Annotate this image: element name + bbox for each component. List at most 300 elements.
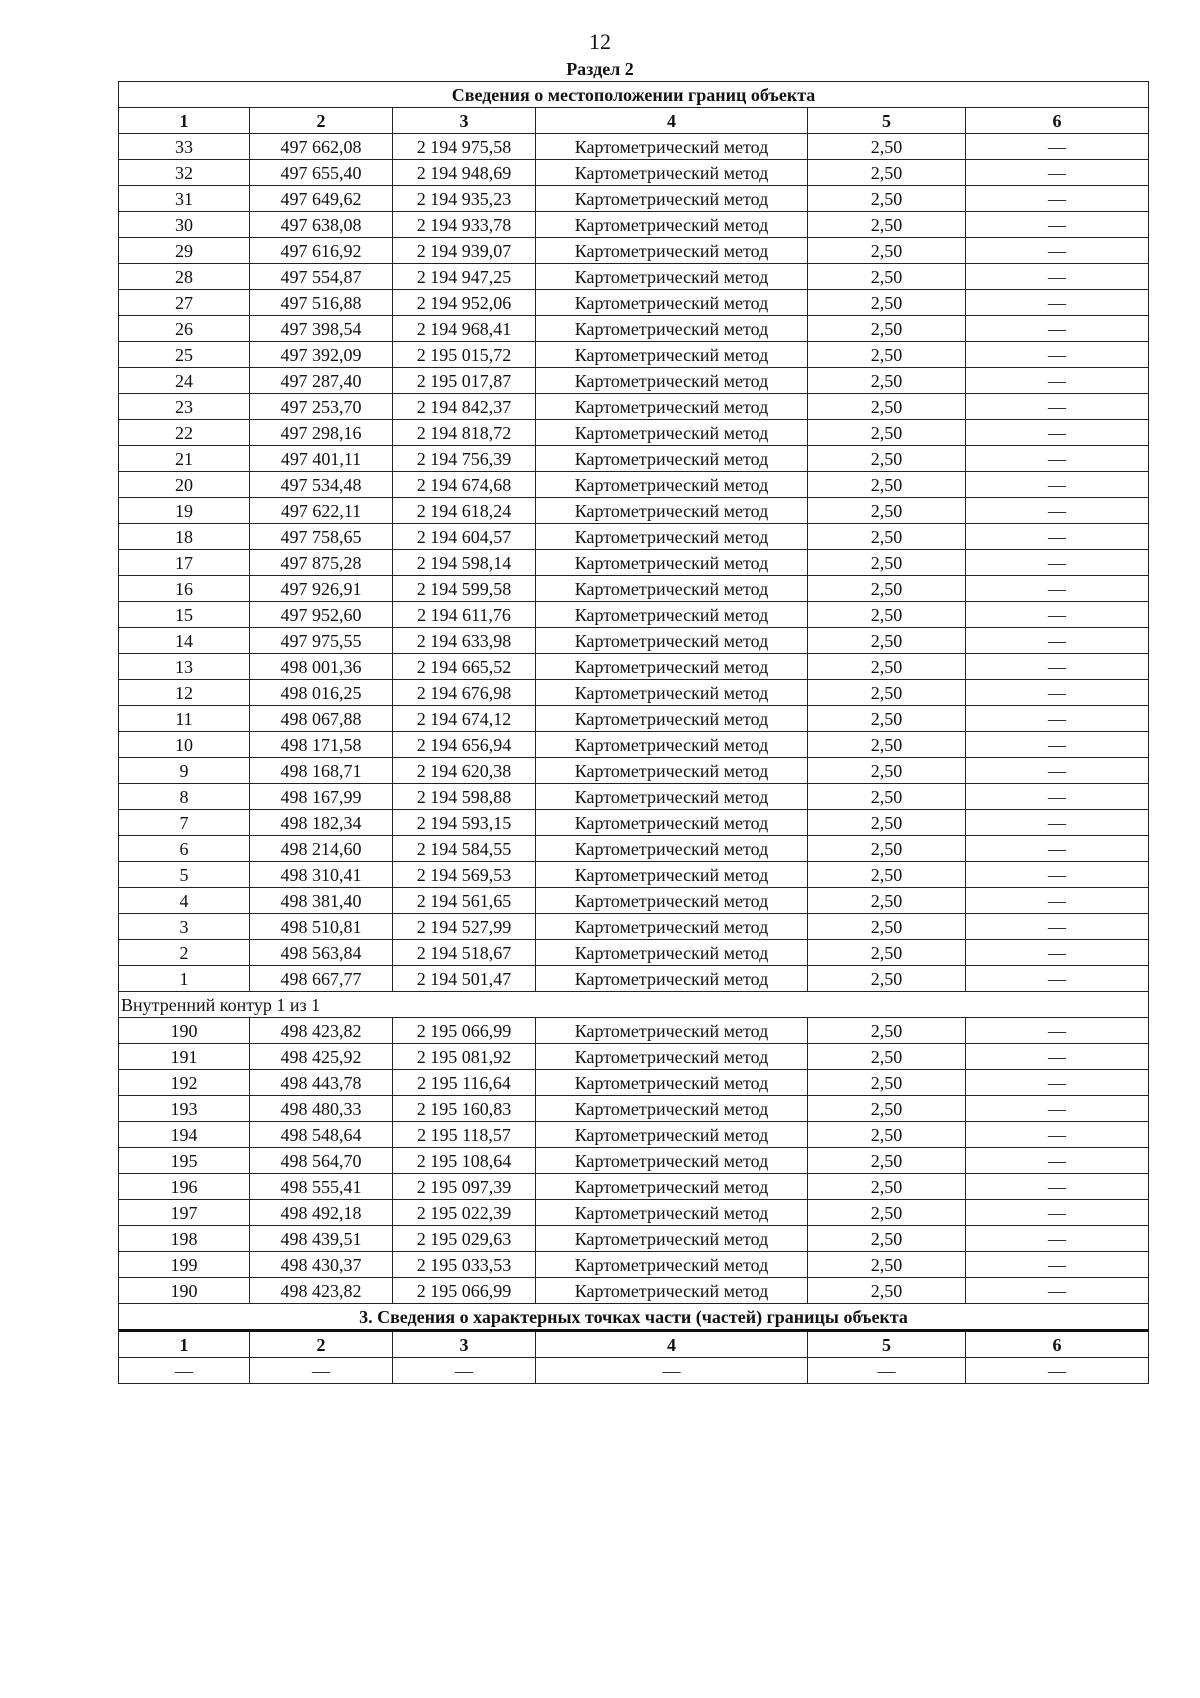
table-cell: 2,50 xyxy=(808,576,966,602)
table-cell: — xyxy=(119,1358,250,1384)
table-cell: Картометрический метод xyxy=(536,134,808,160)
table-cell: 2 194 656,94 xyxy=(393,732,536,758)
table-cell: 497 392,09 xyxy=(250,342,393,368)
table-cell: — xyxy=(966,732,1149,758)
table-cell: 498 171,58 xyxy=(250,732,393,758)
table-cell: 32 xyxy=(119,160,250,186)
table-cell: 2,50 xyxy=(808,420,966,446)
table-cell: 25 xyxy=(119,342,250,368)
column-number-cell: 4 xyxy=(536,108,808,134)
table-cell: 498 430,37 xyxy=(250,1252,393,1278)
table-cell: 2 195 022,39 xyxy=(393,1200,536,1226)
table-cell: — xyxy=(966,264,1149,290)
table-cell: 497 638,08 xyxy=(250,212,393,238)
table-cell: 22 xyxy=(119,420,250,446)
table-cell: 15 xyxy=(119,602,250,628)
table-cell: 2,50 xyxy=(808,212,966,238)
table-cell: 498 510,81 xyxy=(250,914,393,940)
table-cell: Картометрический метод xyxy=(536,1148,808,1174)
table-cell: 196 xyxy=(119,1174,250,1200)
table-row xyxy=(119,264,1149,290)
table-row xyxy=(119,784,1149,810)
table-row xyxy=(119,420,1149,446)
table-cell: Картометрический метод xyxy=(536,784,808,810)
table-cell: 2 194 948,69 xyxy=(393,160,536,186)
table-row xyxy=(119,836,1149,862)
table-cell: Картометрический метод xyxy=(536,472,808,498)
column-number-cell: 4 xyxy=(536,1331,808,1358)
table-cell: 24 xyxy=(119,368,250,394)
table-cell: 2 195 118,57 xyxy=(393,1122,536,1148)
table-cell: Картометрический метод xyxy=(536,1226,808,1252)
table-cell: — xyxy=(966,810,1149,836)
table-cell: — xyxy=(966,1096,1149,1122)
table-cell: 497 758,65 xyxy=(250,524,393,550)
table-cell: 2,50 xyxy=(808,550,966,576)
table-cell: — xyxy=(966,940,1149,966)
table-cell: Картометрический метод xyxy=(536,966,808,992)
table-cell: Картометрический метод xyxy=(536,420,808,446)
table-cell: Картометрический метод xyxy=(536,446,808,472)
table-cell: 2,50 xyxy=(808,1070,966,1096)
table-cell: 2 194 933,78 xyxy=(393,212,536,238)
table-row xyxy=(119,446,1149,472)
table-cell: — xyxy=(966,238,1149,264)
column-number-cell: 6 xyxy=(966,1331,1149,1358)
table-cell: 498 555,41 xyxy=(250,1174,393,1200)
table-cell: Картометрический метод xyxy=(536,940,808,966)
table-cell: 33 xyxy=(119,134,250,160)
table-cell: 497 253,70 xyxy=(250,394,393,420)
table-cell: — xyxy=(966,1174,1149,1200)
table-row xyxy=(119,342,1149,368)
table-cell: 497 616,92 xyxy=(250,238,393,264)
table-cell: 2 194 968,41 xyxy=(393,316,536,342)
table-cell: 497 622,11 xyxy=(250,498,393,524)
table-cell: 2 194 676,98 xyxy=(393,680,536,706)
table-cell: 192 xyxy=(119,1070,250,1096)
table-cell: Картометрический метод xyxy=(536,342,808,368)
part-section-title-row xyxy=(119,1304,1149,1331)
table-cell: 498 548,64 xyxy=(250,1122,393,1148)
table-cell: 2,50 xyxy=(808,394,966,420)
table-cell: — xyxy=(966,1226,1149,1252)
table-cell: Картометрический метод xyxy=(536,758,808,784)
table-cell: 2,50 xyxy=(808,1044,966,1070)
table-cell: 195 xyxy=(119,1148,250,1174)
table-cell: 29 xyxy=(119,238,250,264)
table-cell: 2 194 674,12 xyxy=(393,706,536,732)
table-cell: 2,50 xyxy=(808,1148,966,1174)
table-row xyxy=(119,810,1149,836)
table-cell: Картометрический метод xyxy=(536,290,808,316)
table-cell: 498 067,88 xyxy=(250,706,393,732)
table-cell: 497 534,48 xyxy=(250,472,393,498)
table-cell: 2 194 975,58 xyxy=(393,134,536,160)
table-cell: 6 xyxy=(119,836,250,862)
table-row xyxy=(119,472,1149,498)
table-cell: 2 194 842,37 xyxy=(393,394,536,420)
table-cell: — xyxy=(966,576,1149,602)
table-cell: — xyxy=(966,680,1149,706)
table-cell: 498 168,71 xyxy=(250,758,393,784)
table-cell: 2 194 593,15 xyxy=(393,810,536,836)
table-cell: — xyxy=(966,342,1149,368)
table-cell: 190 xyxy=(119,1018,250,1044)
table-cell: 2,50 xyxy=(808,446,966,472)
table-cell: — xyxy=(966,290,1149,316)
table-cell: 498 563,84 xyxy=(250,940,393,966)
table-cell: 21 xyxy=(119,446,250,472)
column-number-cell: 2 xyxy=(250,1331,393,1358)
table-cell: 2 194 611,76 xyxy=(393,602,536,628)
table-cell: Картометрический метод xyxy=(536,1096,808,1122)
table-cell: — xyxy=(966,160,1149,186)
table-row xyxy=(119,1278,1149,1304)
table-row xyxy=(119,498,1149,524)
table-cell: 498 182,34 xyxy=(250,810,393,836)
inner-contour-label-row xyxy=(119,992,1149,1018)
table-cell: — xyxy=(966,1358,1149,1384)
table-row xyxy=(119,914,1149,940)
table-cell: 497 952,60 xyxy=(250,602,393,628)
table-cell: 2 194 584,55 xyxy=(393,836,536,862)
table-cell: Картометрический метод xyxy=(536,238,808,264)
caption-row xyxy=(119,82,1149,108)
table-cell: Картометрический метод xyxy=(536,316,808,342)
table-cell: — xyxy=(966,1044,1149,1070)
table-cell: 2 194 818,72 xyxy=(393,420,536,446)
table-cell: 2,50 xyxy=(808,602,966,628)
table-cell: 16 xyxy=(119,576,250,602)
table-cell: 2,50 xyxy=(808,290,966,316)
table-cell: 498 423,82 xyxy=(250,1018,393,1044)
table-cell: Картометрический метод xyxy=(536,1200,808,1226)
table-cell: 2 194 527,99 xyxy=(393,914,536,940)
table-cell: 2 195 081,92 xyxy=(393,1044,536,1070)
table-row xyxy=(119,1174,1149,1200)
table-cell: 30 xyxy=(119,212,250,238)
table-cell: 2,50 xyxy=(808,628,966,654)
table-cell: 26 xyxy=(119,316,250,342)
table-cell: 497 516,88 xyxy=(250,290,393,316)
table-cell: 2,50 xyxy=(808,784,966,810)
table-cell: 2,50 xyxy=(808,472,966,498)
table-cell: 12 xyxy=(119,680,250,706)
table-cell: 2 194 633,98 xyxy=(393,628,536,654)
table-cell: — xyxy=(966,654,1149,680)
table-cell: 498 480,33 xyxy=(250,1096,393,1122)
table-cell: 23 xyxy=(119,394,250,420)
table-cell: — xyxy=(250,1358,393,1384)
table-cell: 2,50 xyxy=(808,1278,966,1304)
table-cell: — xyxy=(966,550,1149,576)
table-cell: — xyxy=(966,888,1149,914)
table-cell: 4 xyxy=(119,888,250,914)
table-cell: — xyxy=(966,134,1149,160)
table-cell: 2 194 598,88 xyxy=(393,784,536,810)
table-cell: Картометрический метод xyxy=(536,160,808,186)
column-number-cell: 2 xyxy=(250,108,393,134)
table-cell: 2,50 xyxy=(808,1018,966,1044)
section-title: Раздел 2 xyxy=(566,59,634,79)
table-cell: Картометрический метод xyxy=(536,628,808,654)
table-cell: 10 xyxy=(119,732,250,758)
table-cell: 199 xyxy=(119,1252,250,1278)
table-cell: 18 xyxy=(119,524,250,550)
table-cell: 191 xyxy=(119,1044,250,1070)
table-cell: Картометрический метод xyxy=(536,212,808,238)
table-cell: — xyxy=(966,602,1149,628)
table-cell: — xyxy=(966,472,1149,498)
table-row xyxy=(119,706,1149,732)
table-cell: 2,50 xyxy=(808,1174,966,1200)
table-cell: 2 195 116,64 xyxy=(393,1070,536,1096)
table-row xyxy=(119,186,1149,212)
table-cell: Картометрический метод xyxy=(536,1070,808,1096)
table-row xyxy=(119,1148,1149,1174)
table-cell: 2,50 xyxy=(808,160,966,186)
table-cell: Картометрический метод xyxy=(536,732,808,758)
boundary-coordinates-table xyxy=(118,81,1149,1384)
table-cell: 2 195 017,87 xyxy=(393,368,536,394)
table-cell: Картометрический метод xyxy=(536,1122,808,1148)
table-cell: 497 554,87 xyxy=(250,264,393,290)
table-cell: 2 194 665,52 xyxy=(393,654,536,680)
table-row xyxy=(119,1044,1149,1070)
table-cell: 11 xyxy=(119,706,250,732)
table-cell: 2 195 066,99 xyxy=(393,1018,536,1044)
column-number-row xyxy=(119,108,1149,134)
column-number-cell: 5 xyxy=(808,108,966,134)
table-cell: — xyxy=(966,1070,1149,1096)
table-cell: — xyxy=(966,1252,1149,1278)
table-row xyxy=(119,550,1149,576)
table-cell: 3 xyxy=(119,914,250,940)
table-cell: 498 167,99 xyxy=(250,784,393,810)
table-cell: — xyxy=(966,446,1149,472)
column-number-cell: 1 xyxy=(119,108,250,134)
table-cell: 2 195 108,64 xyxy=(393,1148,536,1174)
table-cell: Картометрический метод xyxy=(536,914,808,940)
table-row xyxy=(119,888,1149,914)
table-cell: 9 xyxy=(119,758,250,784)
table-cell: 498 381,40 xyxy=(250,888,393,914)
table-cell: — xyxy=(966,420,1149,446)
table-cell: 2 194 561,65 xyxy=(393,888,536,914)
table-cell: 498 423,82 xyxy=(250,1278,393,1304)
table-cell: — xyxy=(966,1122,1149,1148)
table-cell: 14 xyxy=(119,628,250,654)
table-cell: 498 492,18 xyxy=(250,1200,393,1226)
table-row xyxy=(119,1252,1149,1278)
table-cell: — xyxy=(966,758,1149,784)
table-cell: 2,50 xyxy=(808,810,966,836)
table-row xyxy=(119,160,1149,186)
table-cell: 2,50 xyxy=(808,732,966,758)
table-cell: 31 xyxy=(119,186,250,212)
table-cell: 2,50 xyxy=(808,888,966,914)
table-cell: Картометрический метод xyxy=(536,186,808,212)
table-cell: Картометрический метод xyxy=(536,810,808,836)
table-cell: 2,50 xyxy=(808,680,966,706)
table-cell: Картометрический метод xyxy=(536,602,808,628)
table-cell: — xyxy=(966,784,1149,810)
table-cell: 2,50 xyxy=(808,966,966,992)
table-cell: 2,50 xyxy=(808,186,966,212)
table-cell: — xyxy=(966,966,1149,992)
table-cell: 498 564,70 xyxy=(250,1148,393,1174)
table-cell: — xyxy=(966,914,1149,940)
table-row xyxy=(119,394,1149,420)
table-cell: 2 194 501,47 xyxy=(393,966,536,992)
table-cell: 2,50 xyxy=(808,1226,966,1252)
table-cell: Картометрический метод xyxy=(536,498,808,524)
table-cell: 7 xyxy=(119,810,250,836)
table-cell: — xyxy=(966,836,1149,862)
table-cell: Картометрический метод xyxy=(536,706,808,732)
table-cell: 2 194 947,25 xyxy=(393,264,536,290)
table-cell: — xyxy=(966,706,1149,732)
table-cell: Картометрический метод xyxy=(536,576,808,602)
table-cell: 2 194 674,68 xyxy=(393,472,536,498)
table-cell: Картометрический метод xyxy=(536,680,808,706)
column-number-cell: 3 xyxy=(393,1331,536,1358)
table-cell: Картометрический метод xyxy=(536,264,808,290)
table-cell: 2 194 618,24 xyxy=(393,498,536,524)
table-cell: 27 xyxy=(119,290,250,316)
table-cell: 2,50 xyxy=(808,940,966,966)
table-cell: 2,50 xyxy=(808,1122,966,1148)
table-cell: 2,50 xyxy=(808,134,966,160)
table-cell: 2,50 xyxy=(808,862,966,888)
table-cell: 497 662,08 xyxy=(250,134,393,160)
table-cell: — xyxy=(966,498,1149,524)
column-number-cell: 3 xyxy=(393,108,536,134)
table-cell: 497 975,55 xyxy=(250,628,393,654)
table-cell: 2,50 xyxy=(808,1200,966,1226)
table-cell: 2,50 xyxy=(808,706,966,732)
table-cell: 498 439,51 xyxy=(250,1226,393,1252)
table-cell: — xyxy=(966,394,1149,420)
table-cell: 498 310,41 xyxy=(250,862,393,888)
table-cell: 497 287,40 xyxy=(250,368,393,394)
table-cell: — xyxy=(966,316,1149,342)
table-row xyxy=(119,212,1149,238)
table-cell: Картометрический метод xyxy=(536,394,808,420)
table-cell: 2,50 xyxy=(808,836,966,862)
table-cell: 28 xyxy=(119,264,250,290)
table-row xyxy=(119,134,1149,160)
table-row xyxy=(119,680,1149,706)
table-row xyxy=(119,316,1149,342)
table-cell: 19 xyxy=(119,498,250,524)
table-cell: Картометрический метод xyxy=(536,1252,808,1278)
table-row xyxy=(119,1226,1149,1252)
table-cell: Картометрический метод xyxy=(536,524,808,550)
table-row xyxy=(119,966,1149,992)
table-cell: 1 xyxy=(119,966,250,992)
table-row xyxy=(119,1018,1149,1044)
table-row xyxy=(119,602,1149,628)
table-cell: 2,50 xyxy=(808,1096,966,1122)
table-cell: — xyxy=(966,1278,1149,1304)
table-cell: 194 xyxy=(119,1122,250,1148)
table-cell: 498 001,36 xyxy=(250,654,393,680)
table-cell: 2 195 033,53 xyxy=(393,1252,536,1278)
table-cell: — xyxy=(966,1200,1149,1226)
table-cell: 2 194 620,38 xyxy=(393,758,536,784)
table-cell: 2,50 xyxy=(808,1252,966,1278)
part-section-title: 3. Сведения о характерных точках части (частей) границы объекта xyxy=(119,1304,1149,1331)
table-cell: 197 xyxy=(119,1200,250,1226)
table-cell: Картометрический метод xyxy=(536,550,808,576)
table-cell: 2 xyxy=(119,940,250,966)
table-row xyxy=(119,758,1149,784)
table-cell: 2 194 604,57 xyxy=(393,524,536,550)
table-cell: Картометрический метод xyxy=(536,1018,808,1044)
column-number-cell: 1 xyxy=(119,1331,250,1358)
table-cell: 2 194 518,67 xyxy=(393,940,536,966)
table-cell: 497 298,16 xyxy=(250,420,393,446)
table-row xyxy=(119,628,1149,654)
table-cell: 2,50 xyxy=(808,654,966,680)
table-row xyxy=(119,576,1149,602)
table-cell: Картометрический метод xyxy=(536,888,808,914)
table-cell: 2,50 xyxy=(808,264,966,290)
table-cell: 497 875,28 xyxy=(250,550,393,576)
table-row xyxy=(119,940,1149,966)
table-row xyxy=(119,1200,1149,1226)
table-cell: 2,50 xyxy=(808,914,966,940)
table-row xyxy=(119,654,1149,680)
table-cell: Картометрический метод xyxy=(536,368,808,394)
table-cell: 13 xyxy=(119,654,250,680)
table-cell: 498 425,92 xyxy=(250,1044,393,1070)
table-cell: 2 195 160,83 xyxy=(393,1096,536,1122)
table-cell: 2 194 935,23 xyxy=(393,186,536,212)
table-cell: 2,50 xyxy=(808,758,966,784)
table-cell: 498 016,25 xyxy=(250,680,393,706)
table-cell: 2 194 599,58 xyxy=(393,576,536,602)
table-cell: — xyxy=(966,628,1149,654)
table-cell: 2,50 xyxy=(808,238,966,264)
table-cell: 497 649,62 xyxy=(250,186,393,212)
table-cell: 2,50 xyxy=(808,316,966,342)
table-cell: — xyxy=(808,1358,966,1384)
table-cell: — xyxy=(966,212,1149,238)
table-cell: 498 443,78 xyxy=(250,1070,393,1096)
table-cell: 20 xyxy=(119,472,250,498)
table-cell: 2 195 097,39 xyxy=(393,1174,536,1200)
table-cell: — xyxy=(966,862,1149,888)
table-row xyxy=(119,290,1149,316)
table-cell: — xyxy=(966,186,1149,212)
table-row xyxy=(119,238,1149,264)
table-cell: 497 401,11 xyxy=(250,446,393,472)
table-cell: 17 xyxy=(119,550,250,576)
table-cell: 5 xyxy=(119,862,250,888)
table-cell: 497 398,54 xyxy=(250,316,393,342)
table-cell: 193 xyxy=(119,1096,250,1122)
table-cell: 497 926,91 xyxy=(250,576,393,602)
table-cell: — xyxy=(536,1358,808,1384)
table-cell: — xyxy=(966,1018,1149,1044)
page-number: 12 xyxy=(589,29,611,54)
table-cell: — xyxy=(393,1358,536,1384)
table-cell: 498 214,60 xyxy=(250,836,393,862)
table-cell: 2 194 939,07 xyxy=(393,238,536,264)
